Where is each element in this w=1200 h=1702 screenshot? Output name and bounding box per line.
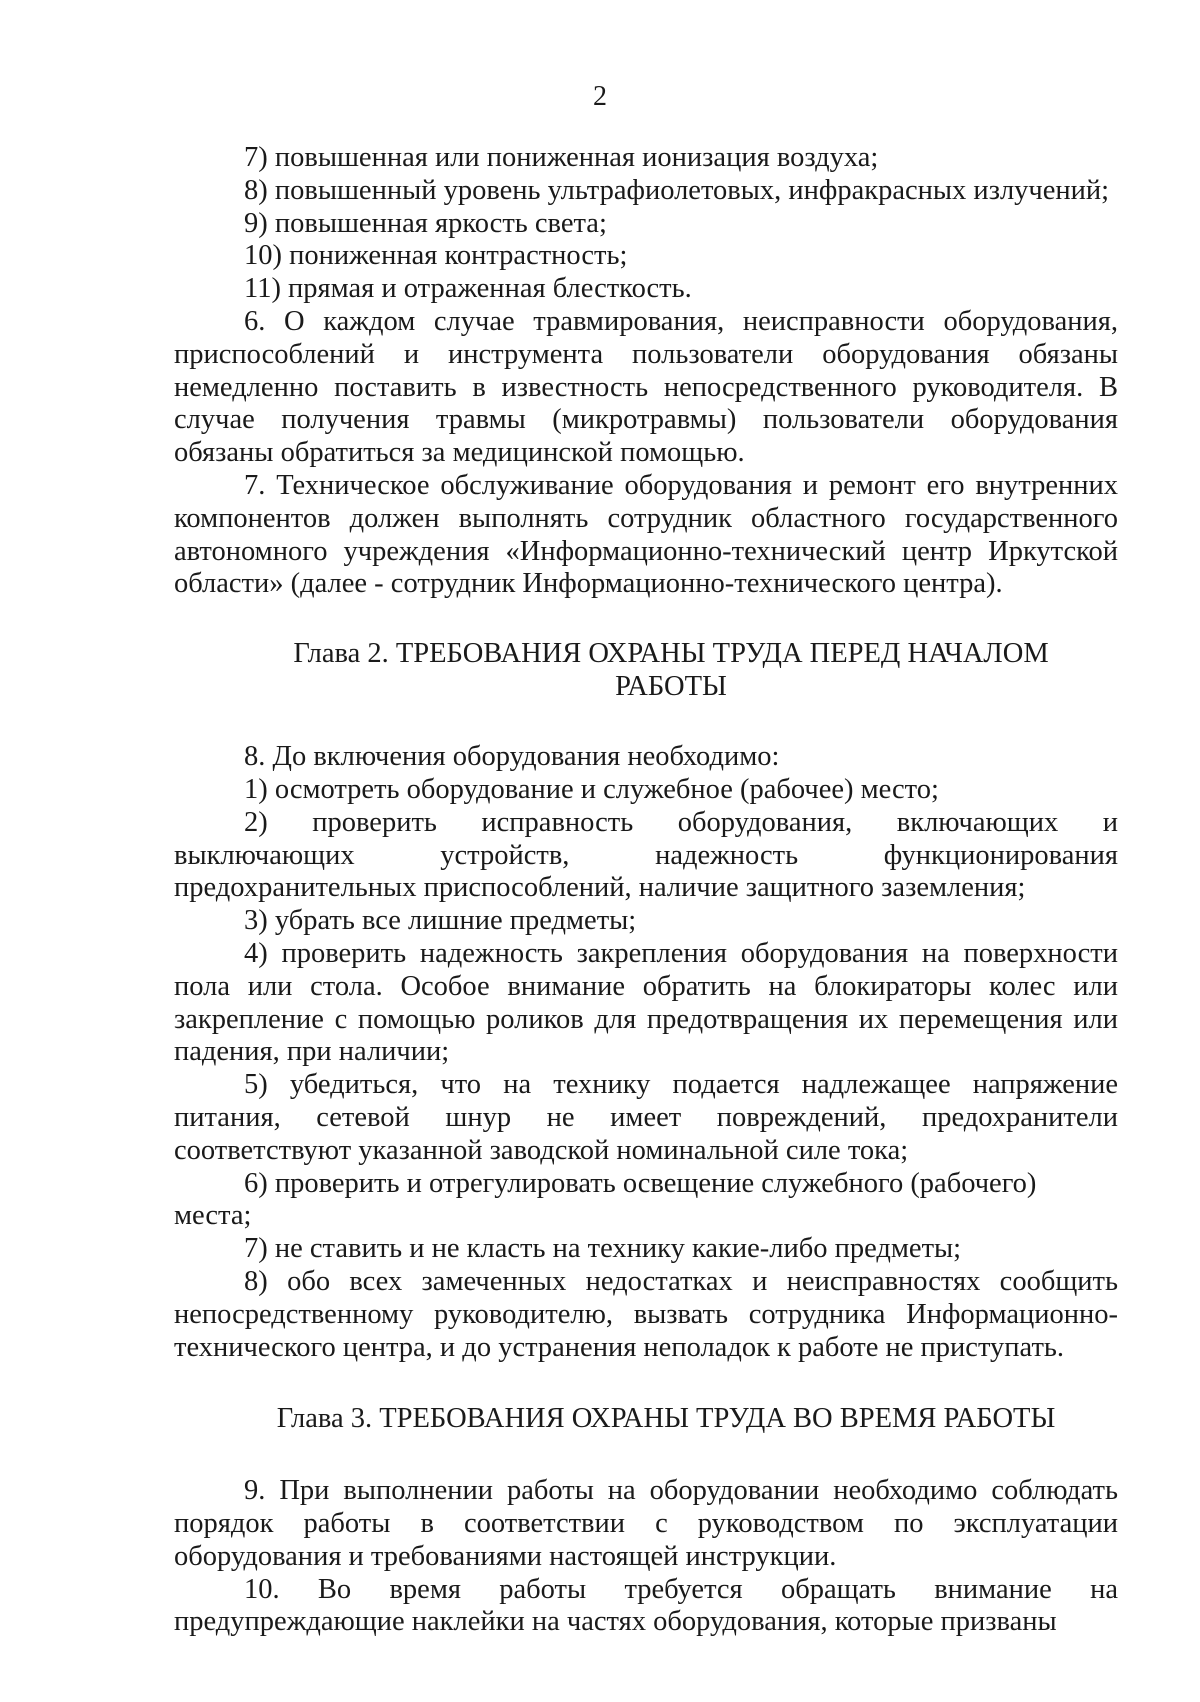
- list-item-10: 10) пониженная контрастность;: [244, 240, 628, 272]
- list-item-3: 3) убрать все лишние предметы;: [244, 905, 637, 937]
- paragraph-10: 10. Во время работы требуется обращать внимание на предупреждающие наклейки на частях оборудования, которые призваны: [174, 1573, 1118, 1638]
- chapter-2-heading: Глава 2. ТРЕБОВАНИЯ ОХРАНЫ ТРУДА ПЕРЕД НАЧАЛОМ РАБОТЫ: [293, 638, 1049, 703]
- list-item-2: 2) проверить исправность оборудования, включающих и выключающих устройств, надежность функционирования предохранительных приспособлений, наличие защитного заземления;: [174, 806, 1118, 904]
- list-item-11: 11) прямая и отраженная блесткость.: [244, 273, 692, 305]
- paragraph-6: 6. О каждом случае травмирования, неисправности оборудования, приспособлений и инструмента пользователи оборудования обязаны немедленно поставить в известность непосредственного руководителя. В случае получения травмы (микротравмы) пользователи оборудования обязаны обратиться за медицинской помощью.: [174, 305, 1118, 469]
- list-item-5: 5) убедиться, что на технику подается надлежащее напряжение питания, сетевой шнур не имеет повреждений, предохранители соответствуют указанной заводской номинальной силе тока;: [174, 1069, 1118, 1166]
- list-item-8b: 8) обо всех замеченных недостатках и неисправностях сообщить непосредственному руководителю, вызвать сотрудника Информационно-технического центра, и до устранения неполадок к работе не приступать.: [174, 1265, 1118, 1363]
- chapter-3-heading: Глава 3. ТРЕБОВАНИЯ ОХРАНЫ ТРУДА ВО ВРЕМЯ РАБОТЫ: [276, 1403, 1056, 1435]
- list-item-8: 8) повышенный уровень ультрафиолетовых, инфракрасных излучений;: [244, 174, 1110, 206]
- list-item-9: 9) повышенная яркость света;: [244, 207, 607, 239]
- list-item-1: 1) осмотреть оборудование и служебное (рабочее) место;: [244, 773, 939, 805]
- list-item-7b: 7) не ставить и не класть на технику какие-либо предметы;: [244, 1233, 962, 1265]
- list-item-4: 4) проверить надежность закрепления оборудования на поверхности пола или стола. Особое внимание обратить на блокираторы колес или закрепление с помощью роликов для предотвращения их перемещения или падения, при наличии;: [174, 937, 1118, 1068]
- page-number: 2: [593, 81, 607, 112]
- paragraph-7: 7. Техническое обслуживание оборудования и ремонт его внутренних компонентов должен выполнять сотрудник областного государственного автономного учреждения «Информационно-технический центр Иркутской области» (далее - сотрудник Информационно-технического центра).: [174, 469, 1118, 600]
- document-body: [174, 142, 1118, 1639]
- paragraph-8: 8. До включения оборудования необходимо:: [244, 741, 780, 773]
- list-item-7: 7) повышенная или пониженная ионизация воздуха;: [244, 142, 879, 173]
- list-item-6: 6) проверить и отрегулировать освещение служебного (рабочего) места;: [174, 1167, 1037, 1232]
- paragraph-9: 9. При выполнении работы на оборудовании необходимо соблюдать порядок работы в соответствии с руководством по эксплуатации оборудования и требованиями настоящей инструкции.: [174, 1475, 1118, 1572]
